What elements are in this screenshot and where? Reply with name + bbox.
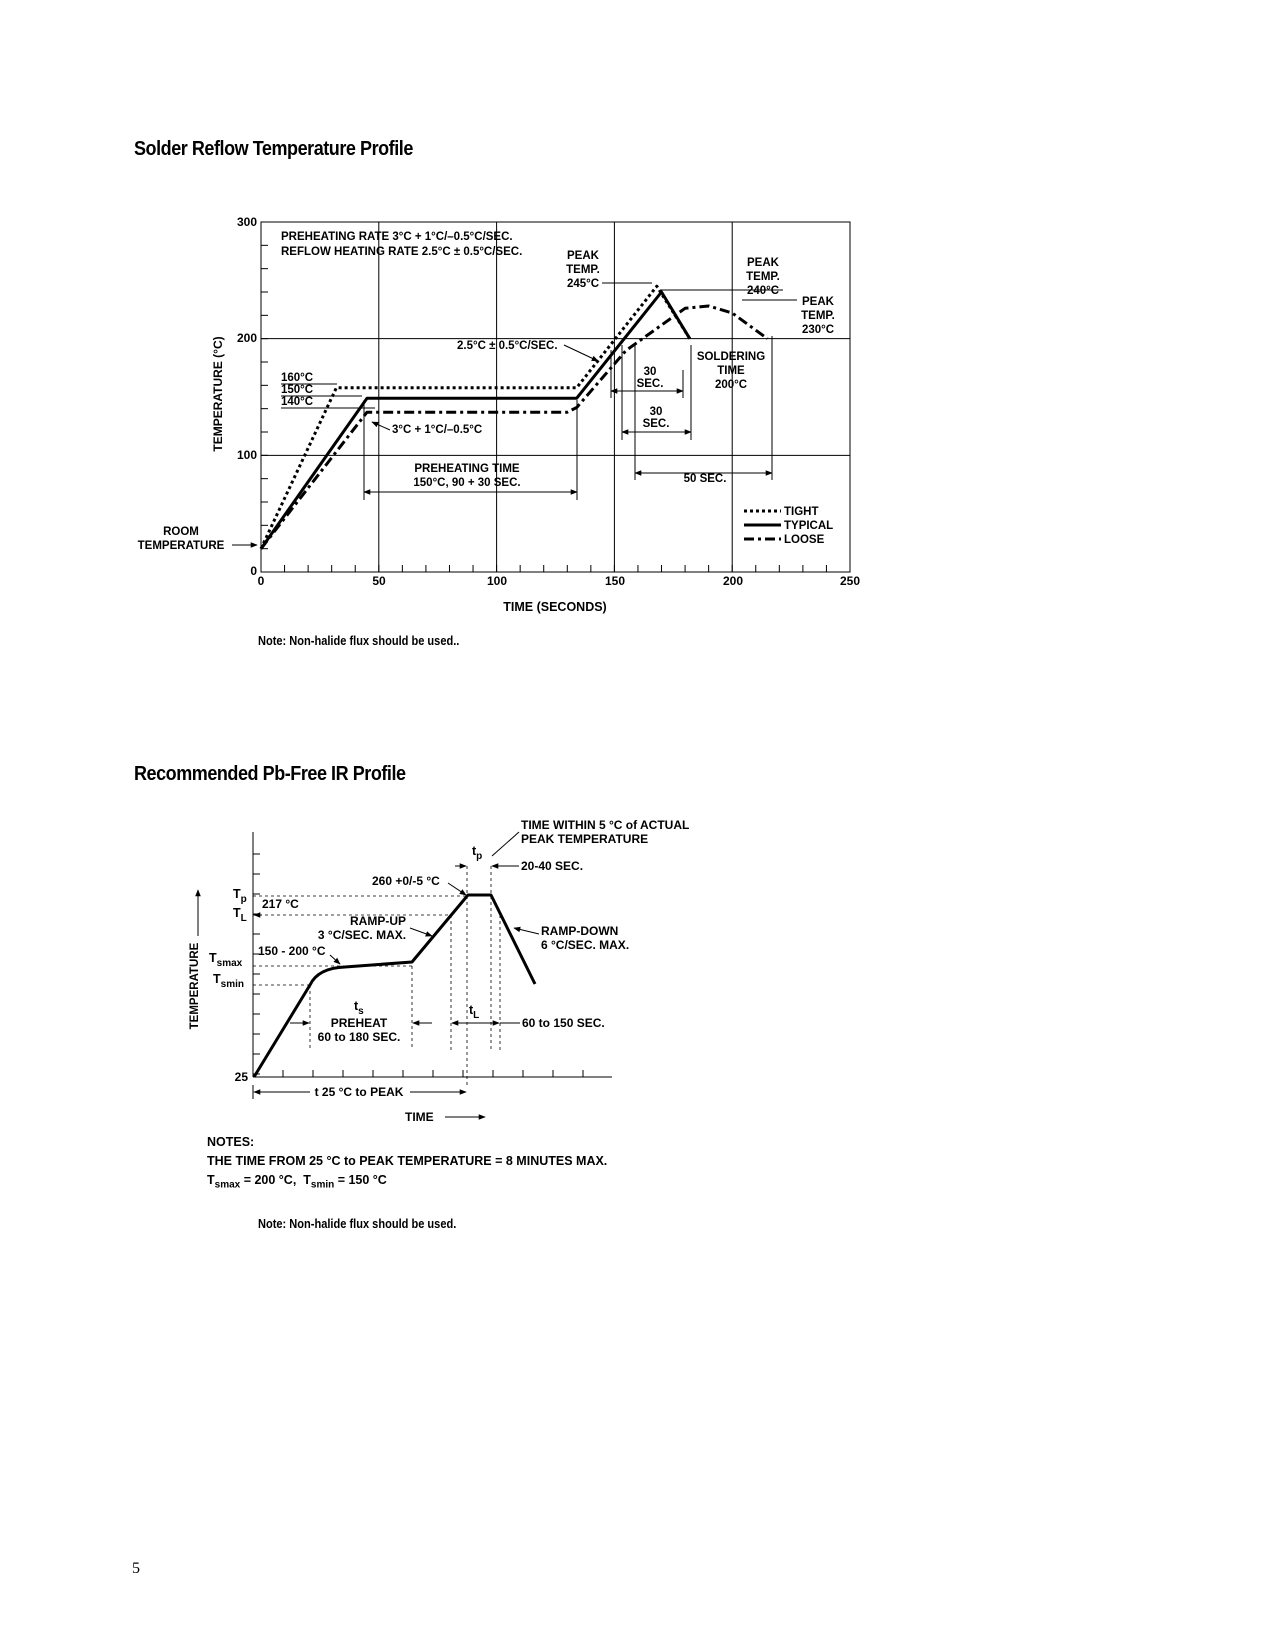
chart2-Tsmin (213, 972, 244, 990)
chart2-tL (469, 1003, 479, 1021)
chart1-legend (744, 506, 833, 546)
chart2-Tp (233, 887, 247, 905)
peak245-l2: TEMP. (566, 264, 600, 276)
Tsmax-main: T (209, 951, 217, 965)
peak240-l1: PEAK (747, 257, 779, 269)
chart2-rampup-leader (410, 928, 432, 936)
section1-heading: Solder Reflow Temperature Profile (134, 138, 413, 160)
section2-note: Note: Non-halide flux should be used. (258, 1216, 457, 1231)
chart2-tp (472, 844, 482, 862)
chart1-xtick-150: 150 (604, 574, 626, 588)
chart2-Tsmax (209, 951, 243, 969)
chart1-xtick-250: 250 (839, 574, 861, 588)
chart2-preheat-l2: 60 to 180 SEC. (317, 1030, 401, 1044)
notes-tsmax-val: = 200 °C, (240, 1173, 297, 1187)
chart1-series (261, 286, 768, 549)
preheat-time-l1: PREHEATING TIME (414, 463, 520, 475)
notes-tsmax-label: T (207, 1173, 215, 1187)
chart2-preheat-l1: PREHEAT (330, 1016, 388, 1030)
notes-tsmin-val: = 150 °C (334, 1173, 387, 1187)
chart2-soak-leader (330, 955, 340, 964)
chart1-reflow-rate: 2.5°C ± 0.5°C/SEC. (457, 340, 558, 352)
Tsmin-sub: smin (220, 979, 244, 990)
peak240-l3: 240°C (746, 285, 780, 297)
tL-main: t (469, 1003, 474, 1017)
peak245-l3: 245°C (566, 278, 600, 290)
chart2-ts (354, 999, 364, 1017)
sec30a-l2: SEC. (636, 378, 664, 390)
tL-sub: L (473, 1010, 480, 1021)
room-l1: ROOM (163, 526, 199, 538)
Tp-main: T (233, 887, 241, 901)
tp-sub: p (476, 851, 483, 862)
ts-sub: s (358, 1006, 364, 1017)
tp-main: t (472, 844, 477, 858)
TL-sub: L (240, 913, 247, 924)
pb-free-ir-profile-chart (189, 818, 689, 1124)
chart2-tp-title-leader (492, 832, 519, 856)
notes-line1: THE TIME FROM 25 °C to PEAK TEMPERATURE = 8 MINUTES MAX. (207, 1154, 608, 1168)
sec30b-l2: SEC. (642, 418, 670, 430)
chart2-ylabel: TEMPERATURE (189, 942, 201, 1030)
preheat-rate-leader (372, 422, 390, 430)
chart2-rampdown-l2: 6 °C/SEC. MAX. (541, 938, 630, 952)
reflow-rate-leader (564, 345, 598, 361)
legend-tight-label: TIGHT (784, 506, 819, 518)
legend-loose-label: LOOSE (784, 534, 825, 546)
chart1-xlabel: TIME (SECONDS) (503, 600, 607, 614)
page-number: 5 (132, 1560, 140, 1577)
sec30a-l1: 30 (643, 366, 657, 378)
chart2-217: 217 °C (262, 897, 299, 911)
soldering-l3: 200°C (714, 379, 748, 391)
chart2-peak-temp-leader (448, 883, 466, 895)
notes-tsmin-sub: smin (310, 1179, 335, 1191)
peak230-l2: TEMP. (801, 310, 835, 322)
label-160: 160°C (281, 372, 314, 384)
chart2-rampup-l2: 3 °C/SEC. MAX. (317, 928, 407, 942)
chart1-ytick-0: 0 (250, 564, 257, 578)
chart2-soak: 150 - 200 °C (258, 944, 326, 958)
chart1-rates-line2: REFLOW HEATING RATE 2.5°C ± 0.5°C/SEC. (281, 246, 523, 258)
label-150: 150°C (281, 384, 314, 396)
notes-tsmin-label: T (303, 1173, 311, 1187)
peak240-l2: TEMP. (746, 271, 780, 283)
chart2-tL-range: 60 to 150 SEC. (522, 1016, 605, 1030)
chart2-tp-title-l2: PEAK TEMPERATURE (521, 832, 649, 846)
chart2-tp-range: 20-40 SEC. (521, 859, 584, 873)
chart1-ylabel: TEMPERATURE (°C) (211, 336, 225, 452)
chart2-t25-peak: t 25 °C to PEAK (314, 1085, 404, 1099)
Tsmin-main: T (213, 972, 221, 986)
legend-typical-label: TYPICAL (784, 520, 834, 532)
section1-note: Note: Non-halide flux should be used.. (258, 633, 460, 648)
peak230-l3: 230°C (801, 324, 835, 336)
sec50-label: 50 SEC. (683, 473, 727, 485)
soldering-l1: SOLDERING (696, 351, 766, 363)
chart2-y25: 25 (234, 1070, 248, 1084)
chart1-rates-line1: PREHEATING RATE 3°C + 1°C/–0.5°C/SEC. (281, 231, 513, 243)
chart2-peak-temp: 260 +0/-5 °C (372, 874, 440, 888)
chart1-xtick-100: 100 (486, 574, 508, 588)
chart1-xtick-0: 0 (257, 574, 265, 588)
chart1-ytick-300: 300 (236, 215, 257, 229)
chart1-xtick-200: 200 (722, 574, 744, 588)
notes-title: NOTES: (207, 1135, 255, 1149)
chart1-preheat-rate: 3°C + 1°C/–0.5°C (392, 424, 483, 436)
chart2-tp-title-l1: TIME WITHIN 5 °C of ACTUAL (521, 818, 690, 832)
series-tight-line (261, 286, 690, 549)
chart1-ytick-200: 200 (236, 331, 257, 345)
peak245-l1: PEAK (567, 250, 599, 262)
section2-heading: Recommended Pb-Free IR Profile (134, 763, 406, 785)
chart2-rampdown-l1: RAMP-DOWN (541, 924, 619, 938)
chart2-TL (233, 906, 247, 924)
notes-tsmax-sub: smax (214, 1179, 241, 1191)
chart1-xtick-50: 50 (372, 574, 386, 588)
label-140: 140°C (281, 396, 314, 408)
peak230-l1: PEAK (802, 296, 834, 308)
sec30b-l1: 30 (649, 406, 663, 418)
chart1-ytick-100: 100 (236, 448, 257, 462)
room-l2: TEMPERATURE (137, 540, 225, 552)
chart2-rampdown-leader (514, 928, 539, 934)
Tp-sub: p (240, 894, 247, 905)
reflow-profile-chart (138, 215, 861, 614)
ts-main: t (354, 999, 359, 1013)
soldering-l2: TIME (717, 365, 745, 377)
Tsmax-sub: smax (216, 958, 243, 969)
chart2-rampup-l1: RAMP-UP (350, 914, 406, 928)
preheat-time-l2: 150°C, 90 + 30 SEC. (413, 477, 521, 489)
TL-main: T (233, 906, 241, 920)
series-typical-line (261, 292, 690, 549)
chart2-xlabel: TIME (405, 1110, 434, 1124)
